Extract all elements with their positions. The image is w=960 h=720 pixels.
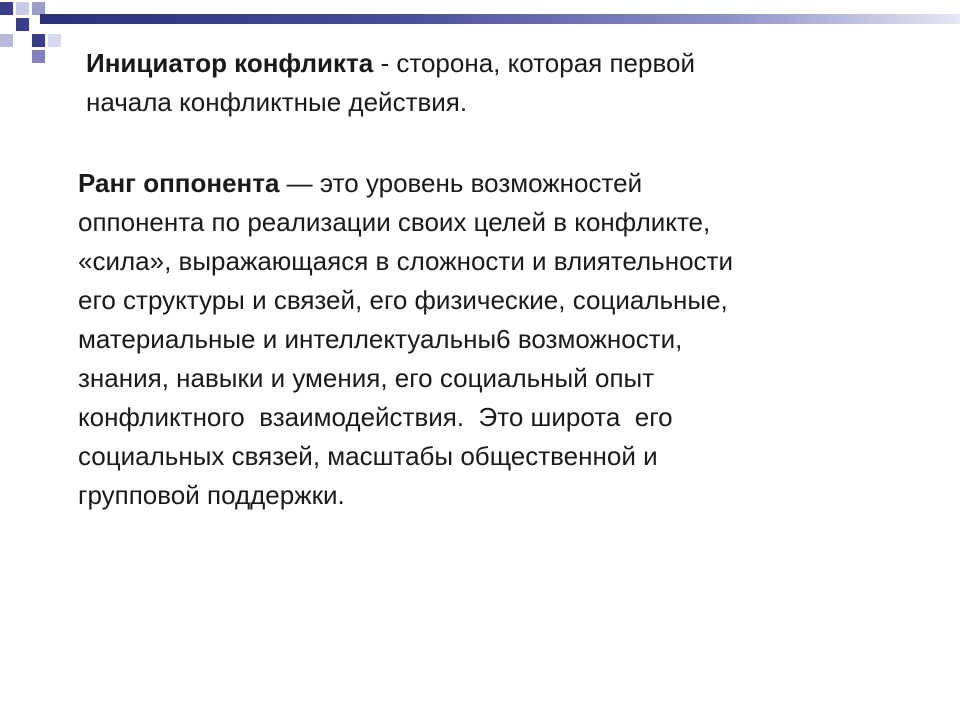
slide-body — [78, 44, 908, 515]
title-accent-bar — [40, 14, 960, 24]
paragraph-opponent-rank — [78, 164, 908, 515]
deco-square — [32, 50, 45, 63]
definition-opponent-rank: — это уровень возможностей оппонента по реализации своих целей в конфликте, «сила», выражающаяся в сложности и влиятельности его структуры и связей, его физические, социальные, материальные и интеллектуальны6 возможности, знания, навыки и умения, его социальный опыт конфликтного взаимодействия. Это широта его социальных связей, масштабы общественной и групповой поддержки. — [78, 168, 733, 510]
deco-square — [0, 2, 13, 15]
term-initiator: Инициатор конфликта — [86, 48, 374, 78]
term-opponent-rank: Ранг оппонента — [78, 168, 280, 198]
deco-square — [32, 34, 45, 47]
definition-initiator: - сторона, которая первой начала конфликтные действия. — [86, 48, 695, 117]
deco-square — [16, 18, 29, 31]
deco-square — [0, 34, 13, 47]
corner-decoration — [0, 0, 80, 70]
paragraph-initiator — [78, 44, 908, 122]
deco-square — [16, 2, 29, 15]
deco-square — [48, 34, 61, 47]
